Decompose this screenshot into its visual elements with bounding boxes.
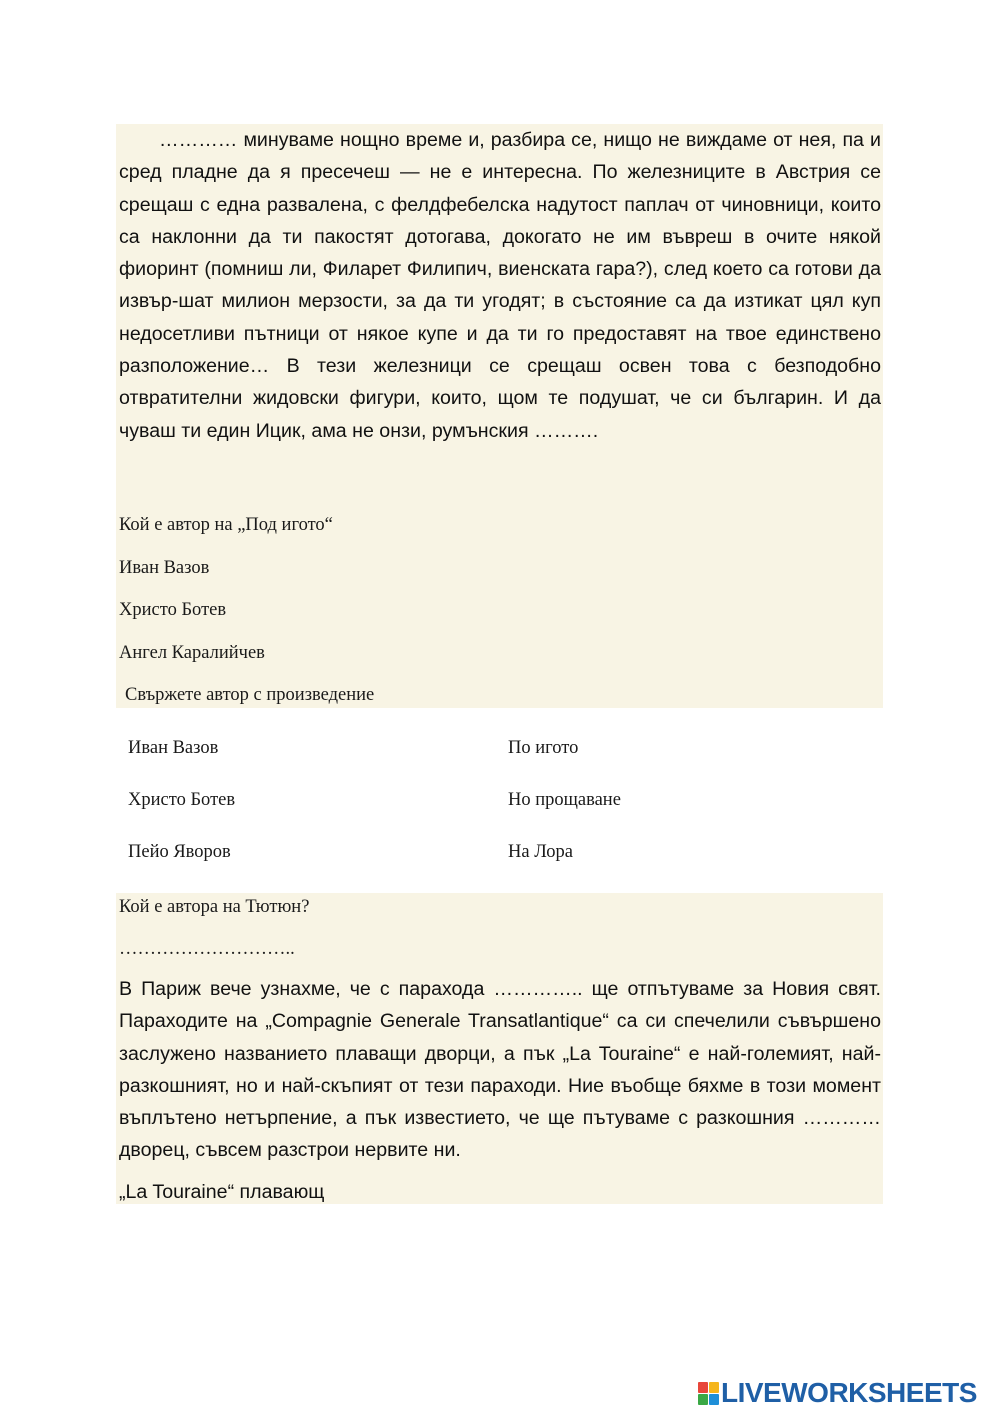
reading-block-1: [116, 124, 883, 708]
matching-author[interactable]: Христо Ботев: [128, 790, 236, 810]
question-2-answer-blank[interactable]: ………………………..: [119, 939, 295, 959]
passage-1: [119, 124, 881, 447]
passage-1-text: ………… минуваме нощно време и, разбира се, нищо не виждаме от нея, па и сред пладне да я пресечеш — не е интересна. По железниците в Австрия се срещаш с една развалена, с фелдфебелска надутост паплач от чиновници, които са наклонни да ти пакостят дотогава, докогато не им въвреш в очите някой фиоринт (помниш ли, Филарет Филипич, виенската гара?), след което са готови да извър-шат милион мерзости, за да ти угодят; в състояние са да изтикат цял куп недосетливи пътници от някое купе и да ти го предоставят на твое единствено разположение… В тези железници се срещаш освен това с безподобно отвратителни жидовски фигури, които, щом те подушат, че си българин. И да чуваш ти един Ицик, ама не онзи, румънския ……….: [119, 129, 881, 442]
question-2-prompt: Кой е автора на Тютюн?: [119, 897, 310, 917]
passage-2: [119, 973, 881, 1167]
matching-work[interactable]: Но прощаване: [508, 790, 621, 810]
question-1-option[interactable]: Христо Ботев: [119, 600, 227, 620]
matching-work[interactable]: По игото: [508, 738, 579, 758]
passage-2-answer-hint: „La Touraine“ плавающ: [119, 1181, 325, 1203]
question-1-prompt: Кой е автор на „Под игото“: [119, 515, 333, 535]
liveworksheets-logo: [698, 1378, 977, 1408]
passage-2-text: В Париж вече узнахме, че с парахода ………….. ще отпътуваме за Новия свят. Параходите на „Compagnie Generale Transatlantique“ са си спечелили съвършено заслужено названието плаващи дворци, а пък „La Touraine“ е най-големият, най-разкошният, но и най-скъпият от тези параходи. Ние въобще бяхме в този момент въплътено нетърпение, а пък известието, че ще пътуваме с разкошния …………дворец, съвсем разстрои нервите ни.: [119, 978, 881, 1162]
question-1-option[interactable]: Иван Вазов: [119, 558, 210, 578]
matching-author[interactable]: Пейо Яворов: [128, 842, 231, 862]
logo-icon-tile: [709, 1394, 719, 1405]
question-1-option[interactable]: Ангел Каралийчев: [119, 643, 265, 663]
logo-icon-tile: [698, 1382, 708, 1393]
logo-icon: [698, 1382, 718, 1404]
logo-text: LIVEWORKSHEETS: [721, 1377, 977, 1408]
logo-icon-tile: [709, 1382, 719, 1393]
matching-instruction: Свържете автор с произведение: [125, 685, 375, 705]
matching-author[interactable]: Иван Вазов: [128, 738, 219, 758]
matching-work[interactable]: На Лора: [508, 842, 573, 862]
logo-icon-tile: [698, 1394, 708, 1405]
